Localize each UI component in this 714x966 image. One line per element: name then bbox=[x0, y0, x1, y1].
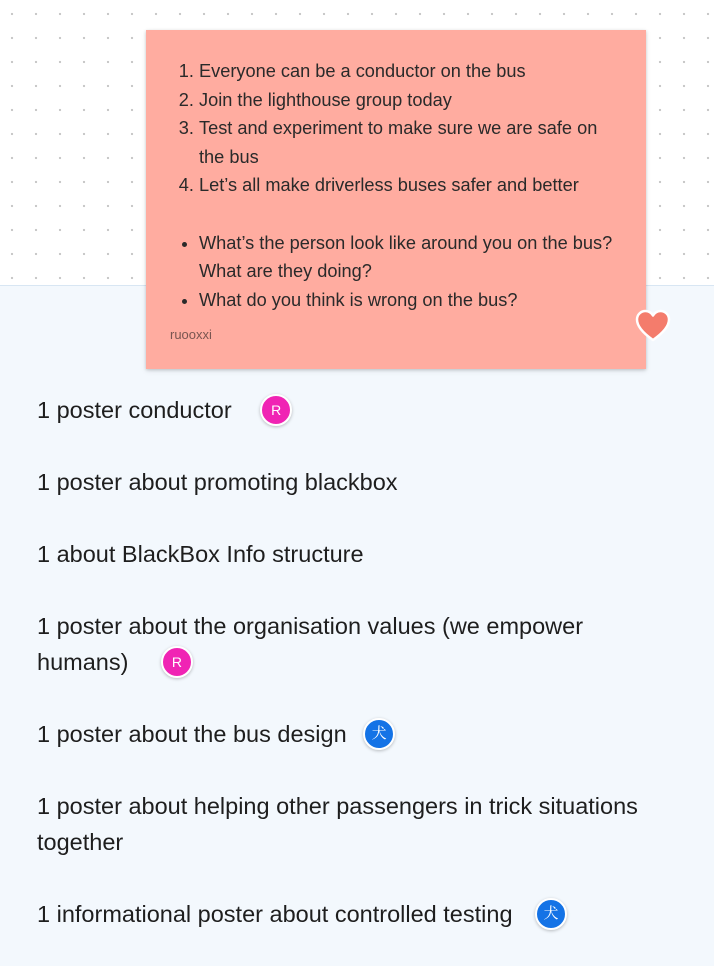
task-text: 1 poster about promoting blackbox bbox=[37, 469, 398, 495]
sticky-note[interactable] bbox=[146, 30, 646, 369]
task-text: 1 poster about helping other passengers in trick situations together bbox=[37, 793, 638, 855]
task-item[interactable] bbox=[37, 392, 702, 428]
task-item[interactable] bbox=[37, 608, 637, 680]
sticky-numbered-item: 3. Test and experiment to make sure we are safe on the bus bbox=[199, 114, 622, 171]
avatar[interactable]: 犬 bbox=[535, 898, 567, 930]
task-item[interactable] bbox=[37, 716, 702, 752]
sticky-bullet-item: • What’s the person look like around you on the bus? What are they doing? bbox=[199, 229, 622, 286]
task-text: 1 about BlackBox Info structure bbox=[37, 541, 364, 567]
task-item[interactable] bbox=[37, 536, 702, 572]
task-text: 1 poster about the bus design bbox=[37, 721, 347, 747]
task-item[interactable] bbox=[37, 788, 702, 860]
avatar[interactable]: R bbox=[260, 394, 292, 426]
sticky-author: ruooxxi bbox=[170, 327, 212, 342]
task-text: 1 poster about the organisation values (we empower humans) bbox=[37, 613, 584, 675]
task-text: 1 informational poster about controlled testing bbox=[37, 901, 513, 927]
heart-icon[interactable] bbox=[632, 306, 674, 344]
task-item[interactable] bbox=[37, 896, 702, 932]
sticky-numbered-item: 4. Let’s all make driverless buses safer and better bbox=[199, 171, 622, 200]
avatar[interactable]: R bbox=[161, 646, 193, 678]
sticky-numbered-list bbox=[170, 57, 622, 200]
task-item[interactable] bbox=[37, 464, 702, 500]
avatar[interactable]: 犬 bbox=[363, 718, 395, 750]
sticky-bullet-list bbox=[170, 229, 622, 315]
sticky-numbered-item: 2. Join the lighthouse group today bbox=[199, 86, 622, 115]
sticky-numbered-item: 1. Everyone can be a conductor on the bus bbox=[199, 57, 622, 86]
task-text: 1 poster conductor bbox=[37, 397, 232, 423]
sticky-bullet-item: • What do you think is wrong on the bus? bbox=[199, 286, 622, 315]
